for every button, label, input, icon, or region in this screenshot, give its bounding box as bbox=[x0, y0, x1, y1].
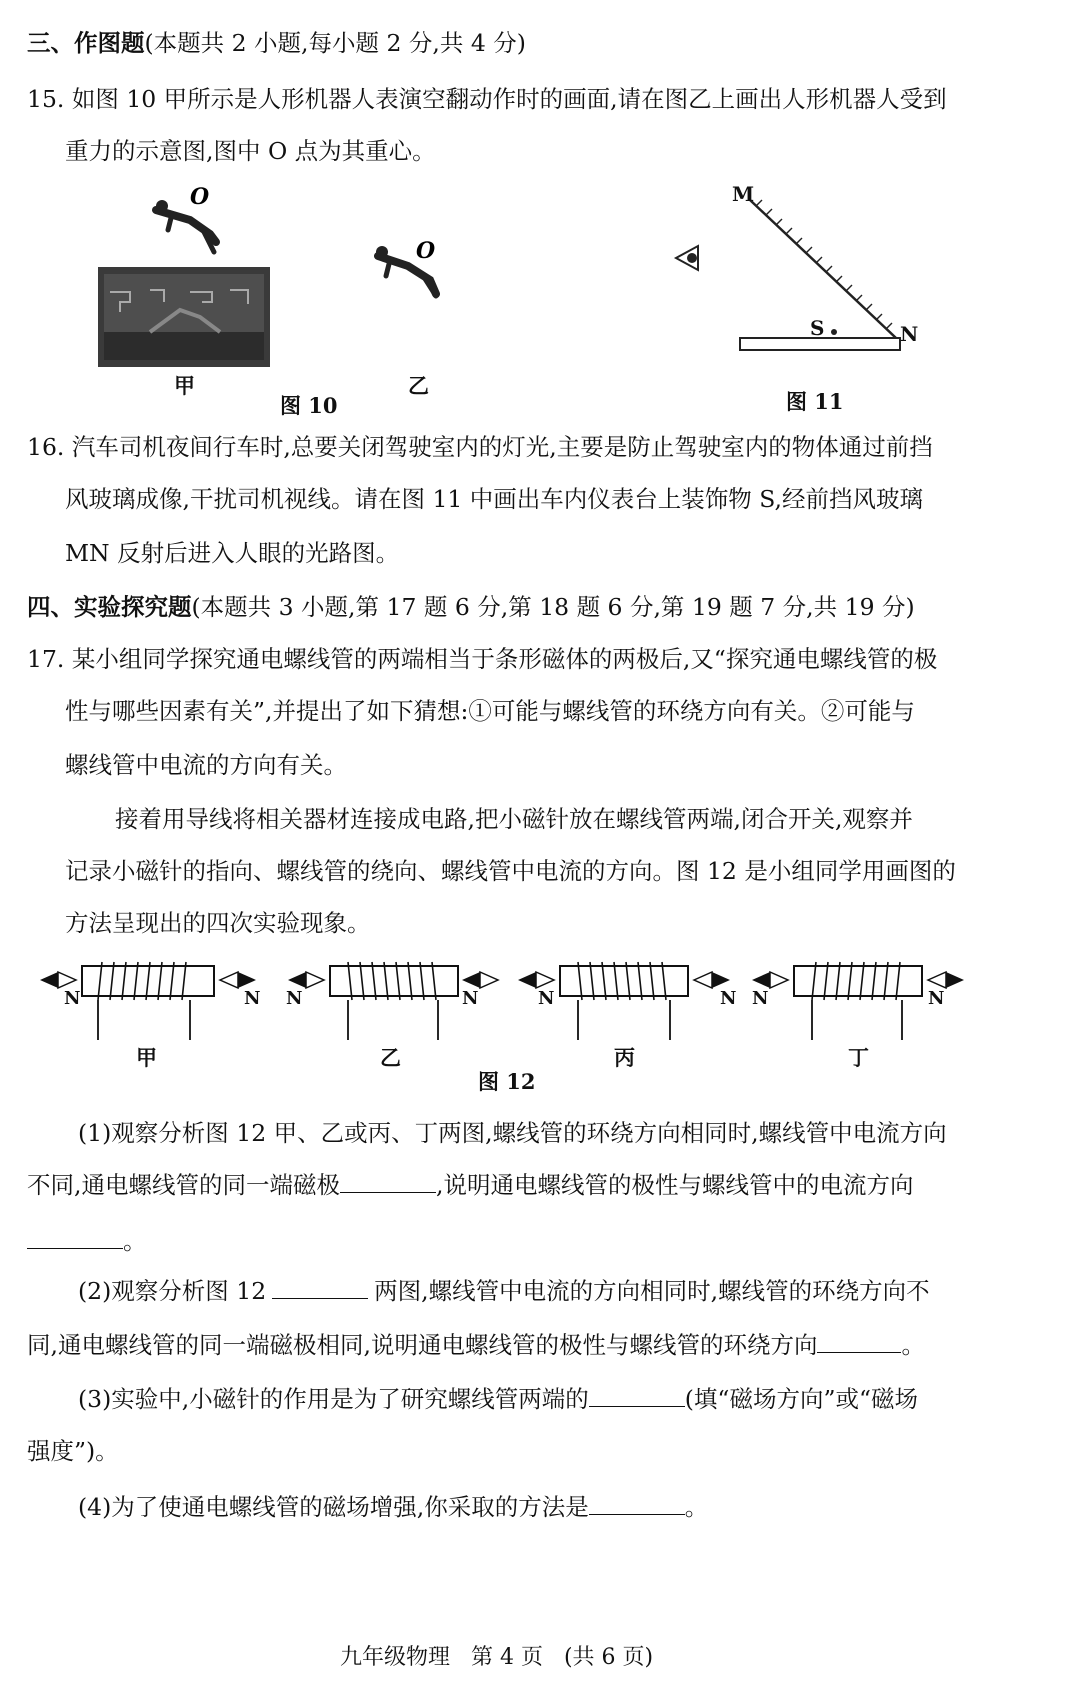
figure-11 bbox=[660, 178, 960, 378]
fig12-caption: 图 12 bbox=[478, 1069, 536, 1094]
sub3-line-1 bbox=[78, 1380, 918, 1414]
sub4-line-1b: 。 bbox=[684, 1493, 709, 1521]
section-3-title bbox=[27, 24, 526, 58]
sub4-blank[interactable] bbox=[589, 1492, 685, 1515]
figure-10 bbox=[90, 182, 470, 422]
section-4-heading: 四、实验探究题 bbox=[27, 593, 192, 621]
needle-n-label-6: N bbox=[720, 988, 737, 1009]
sub3-line-1b: (填“磁场方向”或“磁场 bbox=[684, 1385, 918, 1413]
figure-12 bbox=[30, 958, 1050, 1088]
object-s-dot bbox=[831, 329, 837, 335]
fig10-o-label-a: O bbox=[190, 184, 210, 210]
q16-line-1: 16. 汽车司机夜间行车时,总要关闭驾驶室内的灯光,主要是防止驾驶室内的物体通过前挡 bbox=[27, 433, 933, 461]
q16-line-2: 风玻璃成像,干扰司机视线。请在图 11 中画出车内仪表台上装饰物 S,经前挡风玻璃 bbox=[65, 485, 924, 513]
fig11-label-s: S bbox=[810, 316, 825, 340]
sub2-line-2b: 。 bbox=[901, 1331, 925, 1359]
needle-n-label-1: N bbox=[64, 988, 81, 1009]
sub2-line-2 bbox=[27, 1326, 925, 1360]
fig11-label-m: M bbox=[732, 182, 755, 206]
fig11-label-n: N bbox=[900, 322, 919, 346]
sub4-line-1 bbox=[78, 1488, 708, 1522]
sub1-line-1: (1)观察分析图 12 甲、乙或丙、丁两图,螺线管的环绕方向相同时,螺线管中电流方向 bbox=[78, 1119, 947, 1147]
q15-line-1: 15. 如图 10 甲所示是人形机器人表演空翻动作时的画面,请在图乙上画出人形机器人受到 bbox=[27, 85, 947, 113]
needle-n-label-8: N bbox=[928, 988, 945, 1009]
page-footer: 九年级物理 第 4 页 (共 6 页) bbox=[340, 1645, 654, 1670]
photo-stage-a bbox=[98, 267, 270, 367]
sub1-line-3 bbox=[27, 1222, 147, 1256]
sub1-line-2b: ,说明通电螺线管的极性与螺线管中的电流方向 bbox=[435, 1171, 914, 1199]
section-4-note: (本题共 3 小题,第 17 题 6 分,第 18 题 6 分,第 19 题 7 分,共 19 分) bbox=[191, 593, 915, 621]
eye-icon bbox=[676, 246, 698, 270]
sub2-blank-1[interactable] bbox=[272, 1276, 368, 1299]
sub3-blank[interactable] bbox=[589, 1384, 685, 1407]
sub2-blank-2[interactable] bbox=[817, 1330, 901, 1353]
sub1-blank-2[interactable] bbox=[27, 1226, 123, 1249]
sub1-line-2 bbox=[27, 1166, 913, 1200]
q17-para2-line-2: 记录小磁针的指向、螺线管的绕向、螺线管中电流的方向。图 12 是小组同学用画图的 bbox=[65, 857, 956, 885]
q15-line-2: 重力的示意图,图中 O 点为其重心。 bbox=[65, 137, 436, 165]
q17-para2-line-3: 方法呈现出的四次实验现象。 bbox=[65, 909, 371, 937]
sub1-blank-1[interactable] bbox=[340, 1170, 436, 1193]
sub4-line-1a: (4)为了使通电螺线管的磁场增强,你采取的方法是 bbox=[78, 1493, 589, 1521]
sub1-line-3b: 。 bbox=[123, 1227, 147, 1255]
q17-line-3: 螺线管中电流的方向有关。 bbox=[65, 751, 347, 779]
fig10-sub-b: 乙 bbox=[408, 373, 429, 398]
section-3-heading: 三、作图题 bbox=[27, 29, 145, 57]
fig12-panel-d: 丁 bbox=[848, 1045, 869, 1070]
fig10-o-label-b: O bbox=[416, 238, 436, 264]
sub2-line-2a: 同,通电螺线管的同一端磁极相同,说明通电螺线管的极性与螺线管的环绕方向 bbox=[27, 1331, 818, 1359]
q17-para2-line-1: 接着用导线将相关器材连接成电路,把小磁针放在螺线管两端,闭合开关,观察并 bbox=[115, 805, 913, 833]
sub3-line-1a: (3)实验中,小磁针的作用是为了研究螺线管两端的 bbox=[78, 1385, 589, 1413]
sub2-line-1b: 两图,螺线管中电流的方向相同时,螺线管的环绕方向不 bbox=[374, 1277, 930, 1305]
needle-n-label-2: N bbox=[244, 988, 261, 1009]
needle-n-label-4: N bbox=[462, 988, 479, 1009]
section-4-title bbox=[27, 588, 915, 622]
q16-line-3: MN 反射后进入人眼的光路图。 bbox=[65, 539, 400, 567]
needle-n-label-3: N bbox=[286, 988, 303, 1009]
fig12-panel-c: 丙 bbox=[614, 1045, 635, 1070]
sub2-line-1 bbox=[78, 1272, 930, 1306]
fig11-caption: 图 11 bbox=[786, 389, 844, 414]
fig12-panel-b: 乙 bbox=[380, 1045, 401, 1070]
needle-n-label-7: N bbox=[752, 988, 769, 1009]
sub3-line-2: 强度”)。 bbox=[27, 1437, 119, 1465]
figure-11-drawing bbox=[660, 178, 960, 378]
q17-line-1: 17. 某小组同学探究通电螺线管的两端相当于条形磁体的两极后,又“探究通电螺线管的极 bbox=[27, 645, 938, 673]
needle-n-label-5: N bbox=[538, 988, 555, 1009]
windshield-hatch bbox=[756, 200, 892, 329]
sub2-line-1a: (2)观察分析图 12 bbox=[78, 1277, 267, 1305]
fig10-sub-a: 甲 bbox=[174, 373, 195, 398]
sub1-line-2a: 不同,通电螺线管的同一端磁极 bbox=[27, 1171, 340, 1199]
q17-line-2: 性与哪些因素有关”,并提出了如下猜想:①可能与螺线管的环绕方向有关。②可能与 bbox=[65, 697, 915, 725]
fig10-caption: 图 10 bbox=[280, 393, 338, 418]
fig12-panel-a: 甲 bbox=[136, 1045, 157, 1070]
section-3-note: (本题共 2 小题,每小题 2 分,共 4 分) bbox=[144, 29, 526, 57]
